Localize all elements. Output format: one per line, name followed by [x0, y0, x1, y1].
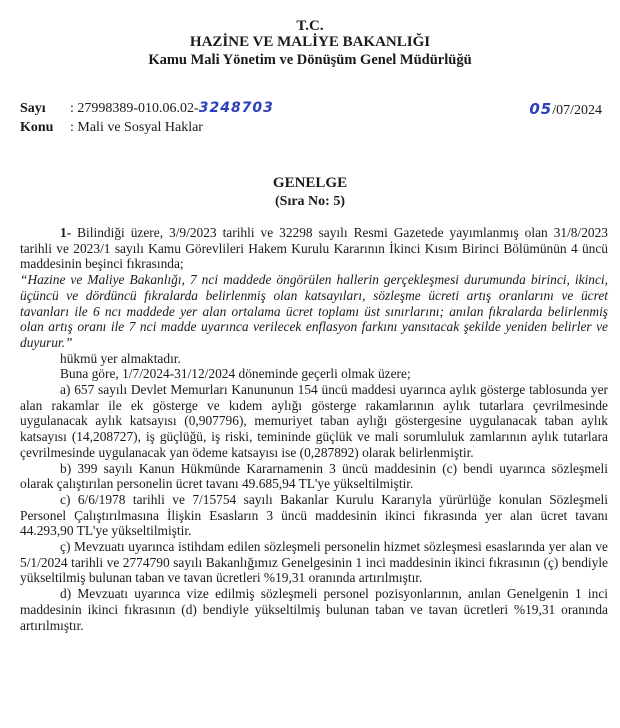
buna-paragraph: Buna göre, 1/7/2024-31/12/2024 döneminde geçerli olmak üzere;: [60, 366, 411, 382]
hukmu-paragraph: hükmü yer almaktadır.: [60, 350, 181, 366]
sayi-value: : 27998389-010.06.02-: [70, 101, 199, 116]
title-sira: (Sıra No: 5): [275, 194, 345, 209]
item-a: a) 657 sayılı Devlet Memurları Kanununun 154 üncü maddesi uyarınca aylık gösterge tablosunda yer alan rakamlar ile ek gösterge ve kıdem aylığı gösterge rakamlarının aylık tutarlara çevrilmesinde uygulanacak aylık katsayısı (0,907796), memuriyet taban aylığı göstergesine uygulanacak taban aylık katsayısı (14,208727), iş güçlüğü, iş riski, temininde güçlük ve mali sorumluluk zamlarının aylık tutarlara çevrilmesinde uygulanacak yan ödeme katsayısı ise (0,287892) olarak belirlenmiştir.: [20, 382, 608, 460]
header-tc: T.C.: [296, 18, 324, 34]
quote-paragraph: “Hazine ve Maliye Bakanlığı, 7 nci maddede öngörülen hallerin gerçekleşmesi durumunda birinci, ikinci, üçüncü ve dördüncü fıkralarda belirlenmiş olan katsayıları, sözleşme ücreti artış oranlarını ve ücret tavanları ile 6 ncı maddede yer alan ortalama ücret toplamı üst sınırlarını; anılan fıkralarda belirlenmiş olan artış oranı ile 7 nci madde uyarınca verilecek enflasyon farkını yansıtacak şekilde yeniden belirler ve duyurur.”: [20, 272, 608, 350]
document-date: [529, 100, 602, 119]
sayi-row: [20, 100, 274, 117]
title-genelge: GENELGE: [272, 175, 348, 191]
header-ministry: HAZİNE VE MALİYE BAKANLIĞI: [189, 34, 431, 50]
sayi-handwritten: 3248703: [198, 100, 274, 116]
item-c: c) 6/6/1978 tarihli ve 7/15754 sayılı Bakanlar Kurulu Kararıyla yürürlüğe konulan Sözleşmeli Personel Çalıştırılmasına İlişkin Esasların 3 üncü maddesinin ikinci fıkrasında yer alan ücret tavanı 44.293,90 TL'ye yükseltilmiştir.: [20, 491, 608, 539]
date-handwritten: 05: [529, 100, 553, 118]
sayi-label: Sayı: [20, 101, 46, 116]
paragraph-1-text: Bilindiği üzere, 3/9/2023 tarihli ve 32298 sayılı Resmi Gazetede yayımlanmış olan 31/8/2023 tarihli ve 2023/1 sayılı Kamu Görevlileri Hakem Kurulu Kararının İkinci Kısım Birinci Bölümünün 4 üncü maddesinin beşinci fıkrasında;: [20, 225, 608, 272]
item-d: d) Mevzuatı uyarınca vize edilmiş sözleşmeli personel pozisyonlarının, anılan Genelgenin 1 inci maddesinin ikinci fıkrasının (d) bendiyle yükseltilmiş bulunan taban ve tavan ücretleri %19,31 oranında artırılmıştır.: [20, 586, 608, 633]
paragraph-1-number: 1-: [60, 225, 72, 240]
item-b: b) 399 sayılı Kanun Hükmünde Kararnamenin 3 üncü maddesinin (c) bendi uyarınca sözleşmeli olarak çalıştırılan personelin ücret tavanı 49.685,94 TL'ye yükseltilmiştir.: [20, 460, 608, 492]
document-body: [20, 225, 608, 633]
konu-label: Konu: [20, 120, 54, 135]
date-rest: /07/2024: [552, 103, 602, 118]
konu-value: : Mali ve Sosyal Haklar: [70, 120, 203, 135]
header-directorate: Kamu Mali Yönetim ve Dönüşüm Genel Müdürlüğü: [148, 52, 472, 68]
konu-row: [20, 120, 203, 136]
paragraph-1: [20, 225, 608, 272]
item-cc: ç) Mevzuatı uyarınca istihdam edilen sözleşmeli personelin hizmet sözleşmesi esaslarında yer alan ve 5/1/2024 tarihli ve 2774790 sayılı Bakanlığımız Genelgesinin 1 inci maddesinin ikinci fıkrasının (ç) bendiyle yükseltilmiş bulunan taban ve tavan ücretleri %19,31 oranında artırılmıştır.: [20, 539, 608, 586]
